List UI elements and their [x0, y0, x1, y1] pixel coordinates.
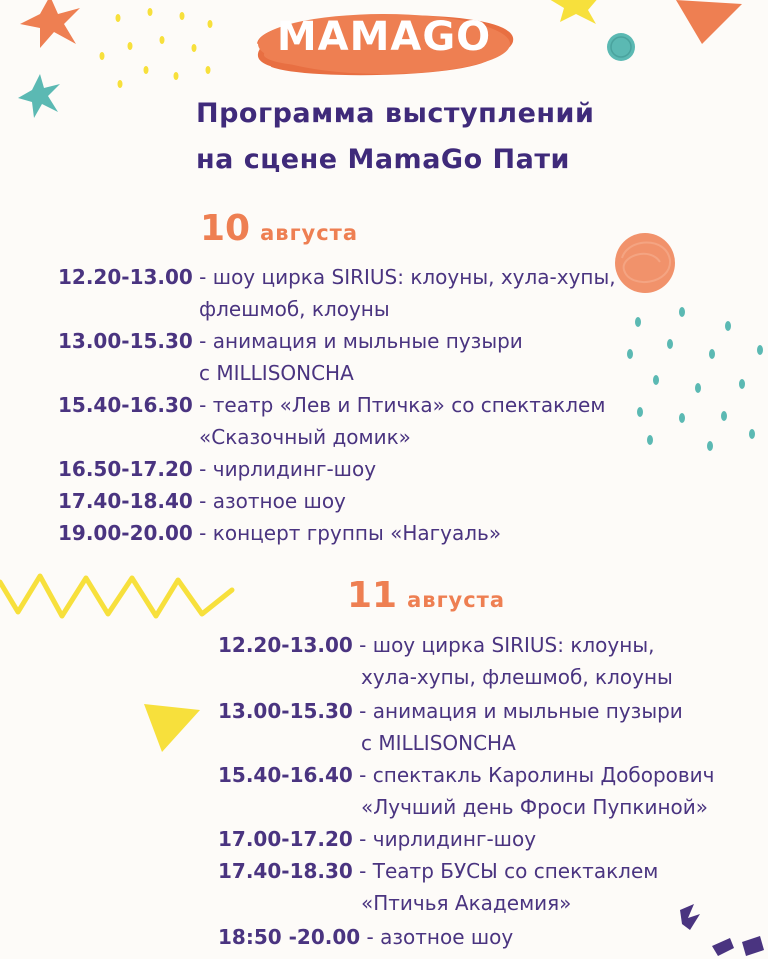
- schedule-time: 17.00-17.20: [218, 827, 353, 851]
- orange-scribble-circle-icon: [610, 228, 680, 298]
- schedule-row: 15.40-16.40 - спектакль Каролины Доборович: [218, 763, 715, 787]
- schedule-row: 13.00-15.30 - анимация и мыльные пузыри: [58, 329, 523, 353]
- date-number: 11: [347, 575, 398, 616]
- schedule-event: чирлидинг-шоу: [372, 827, 537, 851]
- schedule-event: театр «Лев и Птичка» со спектаклем: [212, 393, 606, 417]
- schedule-event-continuation: «Сказочный домик»: [199, 425, 411, 449]
- schedule-event: анимация и мыльные пузыри: [212, 329, 523, 353]
- schedule-time: 13.00-15.30: [218, 699, 353, 723]
- schedule-time: 19.00-20.00: [58, 521, 193, 545]
- schedule-row: 13.00-15.30 - анимация и мыльные пузыри: [218, 699, 683, 723]
- schedule-time: 15.40-16.30: [58, 393, 193, 417]
- yellow-dots-icon: [90, 4, 230, 100]
- schedule-time: 18:50 -20.00: [218, 925, 361, 949]
- teal-dots-icon: [620, 300, 768, 460]
- schedule-row: 17.40-18.30 - Театр БУСЫ со спектаклем: [218, 859, 659, 883]
- schedule-row: 18:50 -20.00 - азотное шоу: [218, 925, 514, 949]
- schedule-event: спектакль Каролины Доборович: [372, 763, 715, 787]
- schedule-event: шоу цирка SIRIUS: клоуны,: [372, 633, 655, 657]
- date-month: августа: [407, 588, 506, 612]
- schedule-event: азотное шоу: [380, 925, 514, 949]
- page-title-line1: Программа выступлений: [196, 98, 595, 129]
- schedule-row: 15.40-16.30 - театр «Лев и Птичка» со спектаклем: [58, 393, 606, 417]
- schedule-time: 12.20-13.00: [218, 633, 353, 657]
- schedule-event: Театр БУСЫ со спектаклем: [372, 859, 659, 883]
- schedule-time: 12.20-13.00: [58, 265, 193, 289]
- schedule-event-continuation: хула-хупы, флешмоб, клоуны: [361, 665, 673, 689]
- schedule-time: 17.40-18.40: [58, 489, 193, 513]
- schedule-time: 17.40-18.30: [218, 859, 353, 883]
- schedule-row: 19.00-20.00 - концерт группы «Нагуаль»: [58, 521, 502, 545]
- schedule-time: 15.40-16.40: [218, 763, 353, 787]
- date-heading-day2: [347, 575, 505, 616]
- yellow-triangle-icon: [140, 700, 204, 756]
- schedule-event-continuation: флешмоб, клоуны: [199, 297, 390, 321]
- date-number: 10: [200, 208, 251, 249]
- schedule-event: концерт группы «Нагуаль»: [212, 521, 502, 545]
- schedule-time: 13.00-15.30: [58, 329, 193, 353]
- yellow-star-icon: [540, 0, 604, 26]
- schedule-event: азотное шоу: [212, 489, 346, 513]
- schedule-event: анимация и мыльные пузыри: [372, 699, 683, 723]
- teal-circle-icon: [604, 30, 638, 64]
- schedule-row: 17.40-18.40 - азотное шоу: [58, 489, 346, 513]
- schedule-event-continuation: с MILLISONCHA: [199, 361, 354, 385]
- page-title-line2: на сцене MamaGo Пати: [196, 144, 570, 175]
- date-heading-day1: [200, 208, 358, 249]
- orange-triangle-icon: [672, 0, 744, 46]
- date-month: августа: [260, 221, 359, 245]
- schedule-event-continuation: с MILLISONCHA: [361, 731, 516, 755]
- orange-star-icon: [14, 0, 86, 50]
- purple-strokes-icon: [660, 898, 768, 959]
- schedule-event-continuation: «Лучший день Фроси Пупкиной»: [361, 795, 709, 819]
- schedule-event: чирлидинг-шоу: [212, 457, 377, 481]
- yellow-zigzag-icon: [0, 568, 240, 624]
- schedule-row: 16.50-17.20 - чирлидинг-шоу: [58, 457, 377, 481]
- schedule-row: 17.00-17.20 - чирлидинг-шоу: [218, 827, 537, 851]
- schedule-event: шоу цирка SIRIUS: клоуны, хула-хупы,: [212, 265, 616, 289]
- schedule-time: 16.50-17.20: [58, 457, 193, 481]
- logo-text: MAMAGO: [276, 14, 492, 60]
- schedule-row: 12.20-13.00 - шоу цирка SIRIUS: клоуны,: [218, 633, 655, 657]
- schedule-row: 12.20-13.00 - шоу цирка SIRIUS: клоуны, хула-хупы,: [58, 265, 616, 289]
- schedule-event-continuation: «Птичья Академия»: [361, 891, 572, 915]
- teal-star-icon: [16, 72, 64, 120]
